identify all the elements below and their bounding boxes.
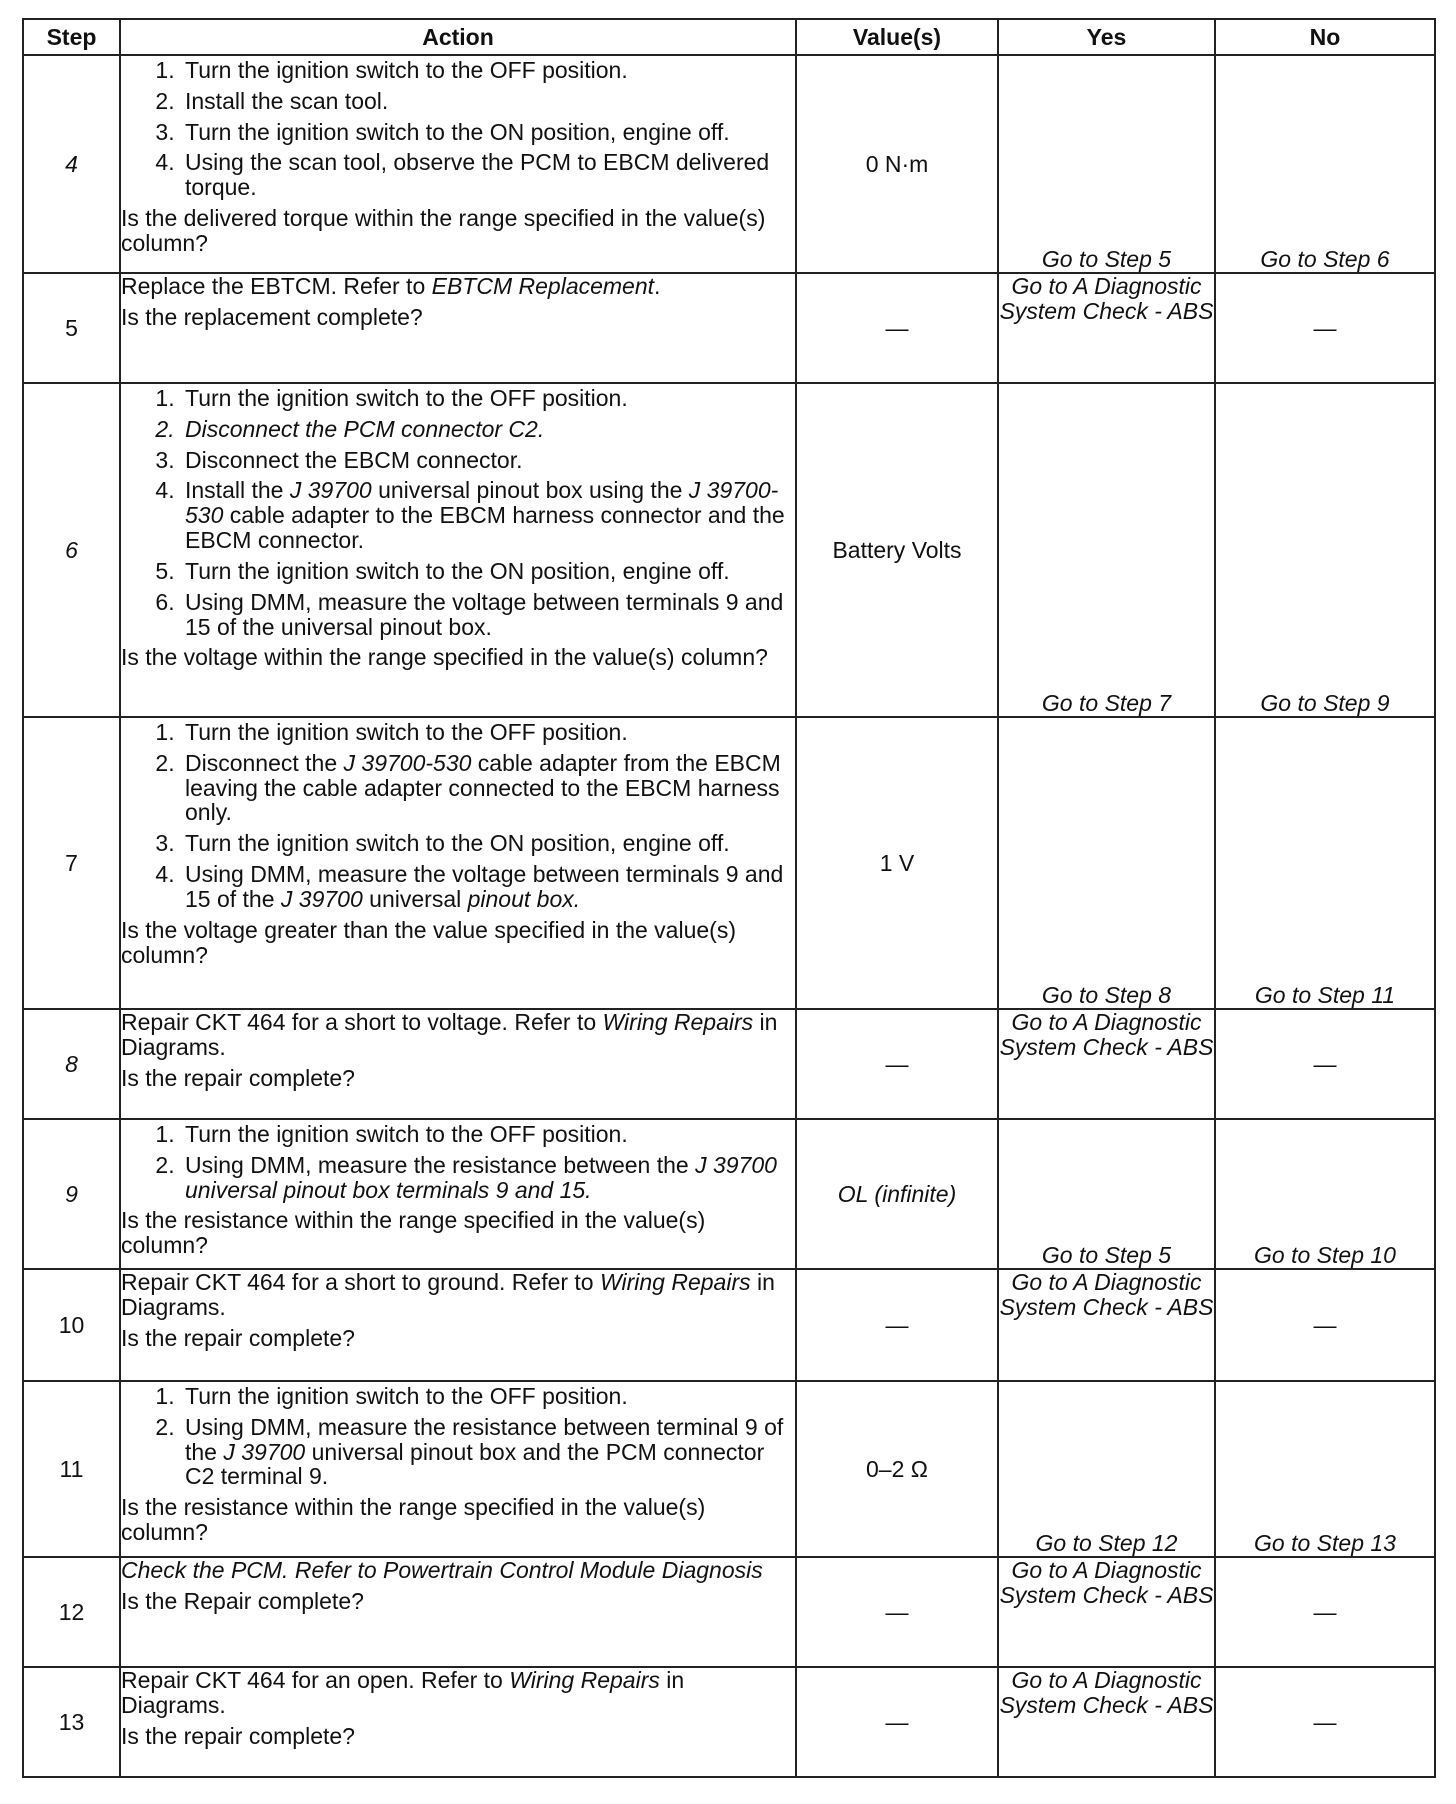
- no-value: —: [1215, 1667, 1435, 1777]
- action-text: Replace the EBTCM. Refer to: [121, 273, 432, 299]
- action-cell: [120, 1119, 796, 1269]
- value-cell: —: [796, 1667, 998, 1777]
- action-cell: [120, 1557, 796, 1667]
- action-step: [181, 478, 795, 552]
- table-row: [23, 1381, 1435, 1557]
- value-cell: OL (infinite): [796, 1119, 998, 1269]
- tool-reference: J 39700-530: [343, 749, 472, 776]
- step-number: 11: [23, 1381, 120, 1557]
- action-step: 1. Turn the ignition switch to the OFF position.: [181, 1384, 795, 1409]
- action-question: Is the Repair complete?: [121, 1587, 364, 1614]
- action-step: 1. Turn the ignition switch to the OFF position.: [181, 1122, 795, 1147]
- no-value: —: [1215, 1009, 1435, 1119]
- action-cell: [120, 383, 796, 717]
- value-cell: —: [796, 1009, 998, 1119]
- action-steps: [121, 386, 795, 639]
- action-text: cable adapter from the EBCM leaving the cable adapter connected to the EBCM harness only.: [185, 749, 781, 826]
- action-text: .: [654, 273, 661, 299]
- header-values: Value(s): [796, 19, 998, 55]
- action-question: Is the repair complete?: [121, 1324, 355, 1351]
- action-question: Is the voltage within the range specified in the value(s) column?: [121, 644, 768, 671]
- step-number: 6: [23, 383, 120, 717]
- table-row: [23, 1269, 1435, 1381]
- action-step: 3. Turn the ignition switch to the ON position, engine off.: [181, 831, 795, 856]
- tool-reference: J 39700 universal pinout box terminals 9 and 15.: [185, 1151, 777, 1203]
- action-text: Using DMM, measure the voltage between terminals 9 and 15 of the: [185, 861, 784, 912]
- tool-reference: pinout box.: [467, 885, 581, 912]
- action-text: universal: [362, 885, 468, 912]
- action-cell: [120, 273, 796, 383]
- header-yes: Yes: [998, 19, 1215, 55]
- no-value: —: [1215, 1557, 1435, 1667]
- header-step: Step: [23, 19, 120, 55]
- header-action: Action: [120, 19, 796, 55]
- no-link[interactable]: Go to Step 11: [1215, 717, 1435, 1009]
- action-step: 4. Using the scan tool, observe the PCM to EBCM delivered torque.: [181, 150, 795, 200]
- action-step: 1. Turn the ignition switch to the OFF position.: [181, 58, 795, 83]
- yes-link[interactable]: Go to Step 12: [998, 1381, 1215, 1557]
- value-cell: —: [796, 1557, 998, 1667]
- action-cell: [120, 1269, 796, 1381]
- action-text: Repair CKT 464 for a short to voltage. Refer to: [121, 1009, 603, 1035]
- header-row: [23, 19, 1435, 55]
- action-text: in Diagrams.: [121, 1667, 685, 1718]
- yes-link[interactable]: Go to Step 5: [998, 1119, 1215, 1269]
- step-number: 8: [23, 1009, 120, 1119]
- yes-link[interactable]: Go to A Diagnostic System Check - ABS: [998, 1557, 1215, 1667]
- yes-link[interactable]: Go to A Diagnostic System Check - ABS: [998, 1667, 1215, 1777]
- tool-reference: J 39700-530: [185, 477, 779, 529]
- no-link[interactable]: Go to Step 9: [1215, 383, 1435, 717]
- yes-link[interactable]: Go to A Diagnostic System Check - ABS: [998, 1269, 1215, 1381]
- value-cell: 1 V: [796, 717, 998, 1009]
- value-cell: Battery Volts: [796, 383, 998, 717]
- step-number: 12: [23, 1557, 120, 1667]
- table-row: [23, 383, 1435, 717]
- action-text: cable adapter to the EBCM harness connector and the EBCM connector.: [185, 502, 785, 554]
- table-row: [23, 1009, 1435, 1119]
- action-step: 3. Turn the ignition switch to the ON position, engine off.: [181, 120, 795, 145]
- table-row: [23, 55, 1435, 273]
- yes-link[interactable]: Go to Step 7: [998, 383, 1215, 717]
- action-line: [121, 274, 795, 299]
- reference-link[interactable]: EBTCM Replacement: [431, 273, 655, 299]
- no-link[interactable]: Go to Step 13: [1215, 1381, 1435, 1557]
- action-text: universal pinout box using the: [371, 477, 689, 504]
- action-cell: [120, 717, 796, 1009]
- table-row: [23, 1667, 1435, 1777]
- action-line: [121, 1270, 795, 1320]
- value-cell: —: [796, 273, 998, 383]
- step-number: 4: [23, 55, 120, 273]
- action-text: in Diagrams.: [121, 1269, 775, 1320]
- action-question: Is the repair complete?: [121, 1064, 355, 1091]
- step-number: 7: [23, 717, 120, 1009]
- value-cell: 0–2 Ω: [796, 1381, 998, 1557]
- header-no: No: [1215, 19, 1435, 55]
- action-text: in Diagrams.: [121, 1009, 778, 1060]
- action-text: Install the: [185, 477, 290, 504]
- table-row: [23, 273, 1435, 383]
- yes-link[interactable]: Go to A Diagnostic System Check - ABS: [998, 1009, 1215, 1119]
- action-question: Is the repair complete?: [121, 1722, 355, 1749]
- action-question: Is the resistance within the range specified in the value(s) column?: [121, 1207, 706, 1259]
- action-steps: [121, 1384, 795, 1489]
- action-cell: [120, 1381, 796, 1557]
- yes-link[interactable]: Go to A Diagnostic System Check - ABS: [998, 273, 1215, 383]
- action-step: 6. Using DMM, measure the voltage between terminals 9 and 15 of the universal pinout box.: [181, 590, 795, 640]
- action-steps: [121, 58, 795, 200]
- table-row: [23, 717, 1435, 1009]
- value-cell: 0 N·m: [796, 55, 998, 273]
- no-link[interactable]: Go to Step 10: [1215, 1119, 1435, 1269]
- action-line: Check the PCM. Refer to Powertrain Control Module Diagnosis: [121, 1557, 763, 1583]
- action-step: 2. Disconnect the PCM connector C2.: [181, 417, 795, 442]
- no-link[interactable]: Go to Step 6: [1215, 55, 1435, 273]
- action-question: Is the resistance within the range specified in the value(s) column?: [121, 1494, 706, 1546]
- yes-link[interactable]: Go to Step 8: [998, 717, 1215, 1009]
- action-cell: [120, 1009, 796, 1119]
- step-number: 5: [23, 273, 120, 383]
- action-text: universal pinout box and the PCM connector C2 terminal 9.: [185, 1438, 765, 1490]
- action-steps: [121, 720, 795, 912]
- action-cell: [120, 1667, 796, 1777]
- tool-reference: J 39700: [223, 1438, 306, 1465]
- action-text: Using DMM, measure the resistance between terminal 9 of the: [185, 1413, 784, 1465]
- action-steps: [121, 1122, 795, 1202]
- action-text: Repair CKT 464 for an open. Refer to: [121, 1667, 510, 1693]
- action-step: 3. Disconnect the EBCM connector.: [181, 448, 795, 473]
- action-line: [121, 1010, 795, 1060]
- reference-link[interactable]: Wiring Repairs: [600, 1269, 751, 1295]
- reference-link[interactable]: Wiring Repairs: [602, 1009, 754, 1035]
- step-number: 9: [23, 1119, 120, 1269]
- action-step: 2. Install the scan tool.: [181, 89, 795, 114]
- action-text: Disconnect the: [185, 749, 344, 776]
- value-cell: —: [796, 1269, 998, 1381]
- action-step: [181, 1153, 795, 1203]
- action-cell: [120, 55, 796, 273]
- step-number: 10: [23, 1269, 120, 1381]
- action-step: 1. Turn the ignition switch to the OFF position.: [181, 386, 795, 411]
- diagnostic-table: [22, 18, 1436, 1778]
- action-step: [181, 1415, 795, 1489]
- tool-reference: J 39700: [289, 477, 372, 504]
- action-question: Is the replacement complete?: [121, 303, 423, 330]
- reference-link[interactable]: Wiring Repairs: [509, 1667, 660, 1693]
- action-line: [121, 1668, 795, 1718]
- action-text: Repair CKT 464 for a short to ground. Refer to: [121, 1269, 600, 1295]
- table-row: [23, 1119, 1435, 1269]
- tool-reference: J 39700: [280, 885, 363, 912]
- action-question: Is the voltage greater than the value specified in the value(s) column?: [121, 916, 736, 968]
- action-text: Using DMM, measure the resistance between the: [185, 1151, 696, 1178]
- no-value: —: [1215, 1269, 1435, 1381]
- action-question: Is the delivered torque within the range specified in the value(s) column?: [121, 205, 766, 256]
- step-number: 13: [23, 1667, 120, 1777]
- action-step: 5. Turn the ignition switch to the ON position, engine off.: [181, 559, 795, 584]
- action-step: [181, 751, 795, 825]
- action-step: [181, 862, 795, 912]
- yes-link[interactable]: Go to Step 5: [998, 55, 1215, 273]
- no-value: —: [1215, 273, 1435, 383]
- action-step: 1. Turn the ignition switch to the OFF position.: [181, 720, 795, 745]
- table-row: [23, 1557, 1435, 1667]
